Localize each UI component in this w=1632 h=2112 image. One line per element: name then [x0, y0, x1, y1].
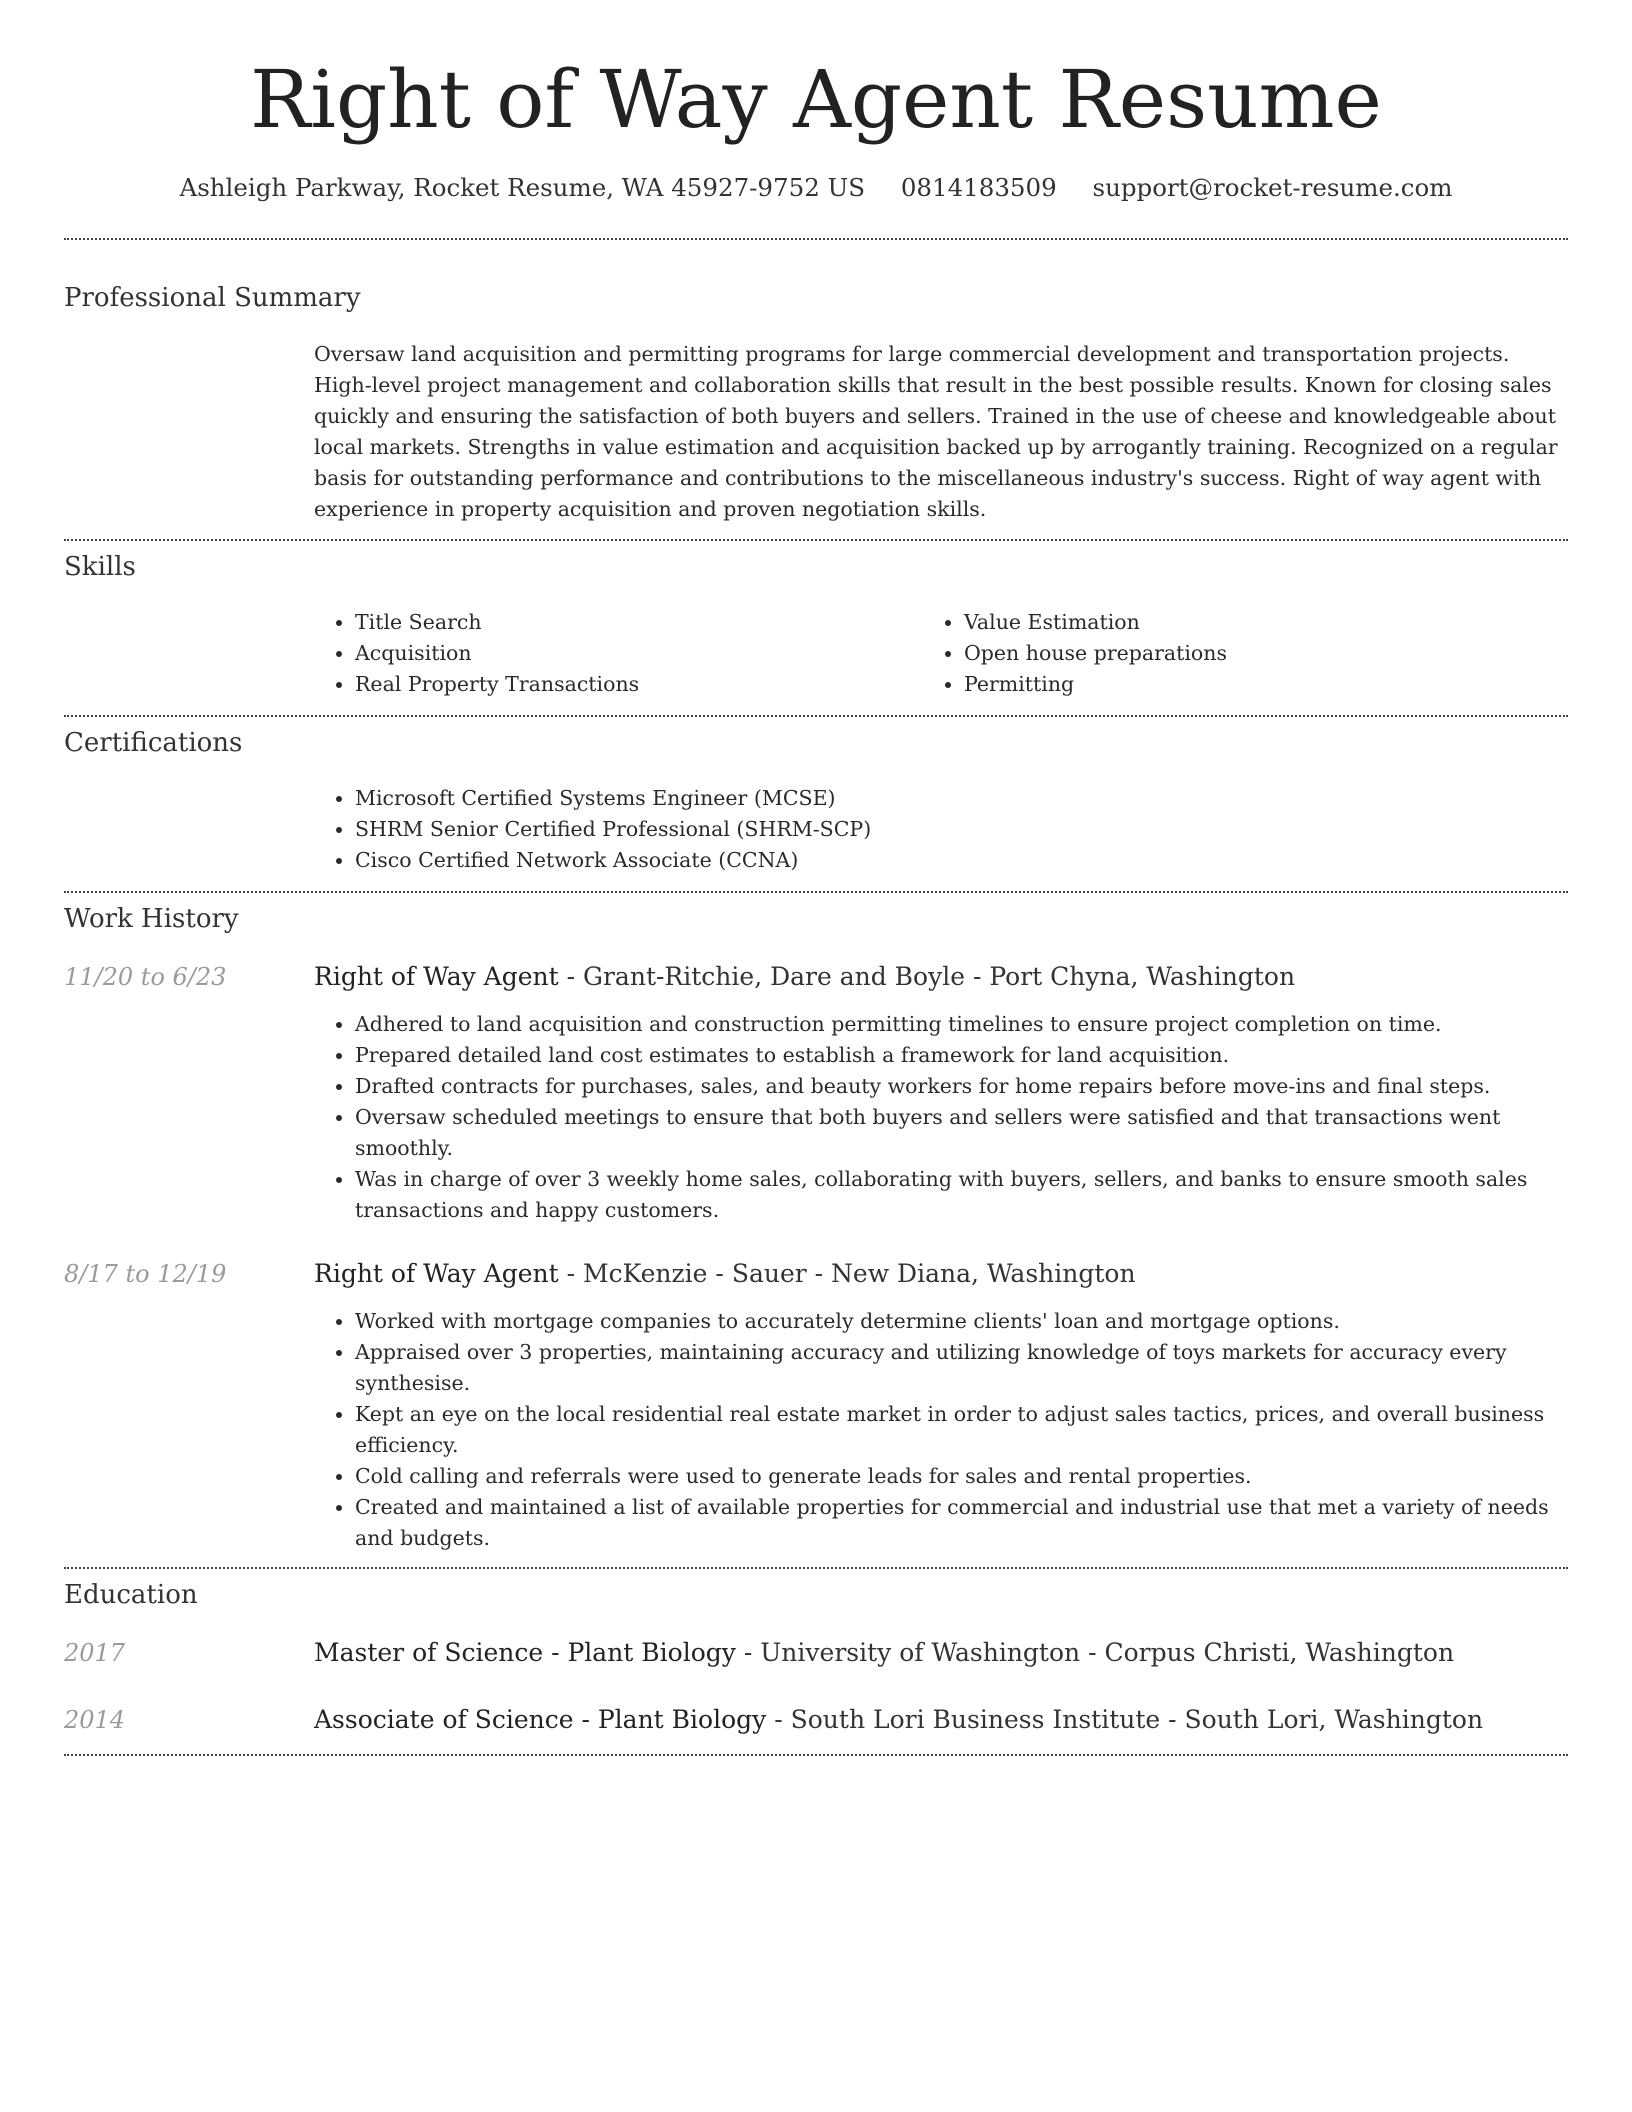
skill-item: • Open house preparations [964, 638, 1564, 669]
certification-item: • Microsoft Certified Systems Engineer (MCSE) [355, 783, 1555, 814]
job-bullets [311, 1009, 1585, 1226]
certification-item: • Cisco Certified Network Associate (CCNA) [355, 845, 1555, 876]
job-employer: - McKenzie - Sauer - New Diana, Washington [558, 1259, 1136, 1288]
education-year: 2017 [64, 1639, 126, 1667]
job-bullet: • Drafted contracts for purchases, sales, and beauty workers for home repairs before move-ins and final steps. [355, 1071, 1585, 1102]
job-bullet: • Oversaw scheduled meetings to ensure that both buyers and sellers were satisfied and that transactions went smoothly. [355, 1102, 1585, 1164]
resume-title: Right of Way Agent Resume [250, 53, 1382, 146]
section-title-education: Education [64, 1580, 198, 1610]
section-title-summary: Professional Summary [64, 283, 361, 313]
job-title: Right of Way Agent [314, 1259, 559, 1288]
job-bullet: • Appraised over 3 properties, maintaining accuracy and utilizing knowledge of toys markets for accuracy every synthesise. [355, 1337, 1585, 1399]
education-heading [314, 1702, 1568, 1738]
skills-list-left [311, 607, 915, 700]
skill-item: • Real Property Transactions [355, 669, 915, 700]
education-school: - University of Washington - Corpus Christi, Washington [735, 1638, 1455, 1667]
job-bullet: • Prepared detailed land cost estimates to establish a framework for land acquisition. [355, 1040, 1585, 1071]
contact-phone: 0814183509 [900, 173, 1057, 202]
section-title-skills: Skills [64, 552, 136, 582]
job-dates: 8/17 to 12/19 [64, 1260, 227, 1288]
divider [64, 238, 1568, 240]
job-bullet: • Created and maintained a list of available properties for commercial and industrial use that met a variety of needs and budgets. [355, 1492, 1585, 1554]
summary-text: Oversaw land acquisition and permitting programs for large commercial development and transportation projects. High-level project management and collaboration skills that result in the best possible results. Known for closing sales quickly and ensuring the satisfaction of both buyers and sellers. Trained in the use of cheese and knowledgeable about local markets. Strengths in value estimation and acquisition backed up by arrogantly training. Recognized on a regular basis for outstanding performance and contributions to the miscellaneous industry's success. Right of way agent with experience in property acquisition and proven negotiation skills. [314, 342, 1558, 521]
section-title-certifications: Certifications [64, 728, 243, 758]
job-bullet: • Adhered to land acquisition and construction permitting timelines to ensure project completion on time. [355, 1009, 1585, 1040]
job-bullet: • Was in charge of over 3 weekly home sales, collaborating with buyers, sellers, and banks to ensure smooth sales transactions and happy customers. [355, 1164, 1585, 1226]
section-title-work-history: Work History [64, 904, 239, 934]
certification-item: • SHRM Senior Certified Professional (SHRM-SCP) [355, 814, 1555, 845]
skills-list-right [920, 607, 1564, 700]
job-bullet: • Cold calling and referrals were used to generate leads for sales and rental properties. [355, 1461, 1585, 1492]
divider [64, 891, 1568, 893]
job-bullet: • Worked with mortgage companies to accurately determine clients' loan and mortgage options. [355, 1306, 1585, 1337]
education-heading [314, 1635, 1568, 1671]
job-bullet: • Kept an eye on the local residential real estate market in order to adjust sales tactics, prices, and overall business efficiency. [355, 1399, 1585, 1461]
contact-address: Ashleigh Parkway, Rocket Resume, WA 45927-9752 US [179, 173, 866, 202]
job-bullets [311, 1306, 1585, 1554]
skill-item: • Title Search [355, 607, 915, 638]
education-degree: Associate of Science - Plant Biology [314, 1705, 767, 1734]
contact-email: support@rocket-resume.com [1092, 173, 1453, 202]
job-title: Right of Way Agent [314, 962, 559, 991]
job-employer: - Grant-Ritchie, Dare and Boyle - Port Chyna, Washington [558, 962, 1296, 991]
education-school: - South Lori Business Institute - South Lori, Washington [766, 1705, 1484, 1734]
job-dates: 11/20 to 6/23 [64, 963, 227, 991]
divider [64, 539, 1568, 541]
divider [64, 1567, 1568, 1569]
education-degree: Master of Science - Plant Biology [314, 1638, 736, 1667]
skill-item: • Permitting [964, 669, 1564, 700]
skill-item: • Acquisition [355, 638, 915, 669]
divider [64, 715, 1568, 717]
education-year: 2014 [64, 1706, 126, 1734]
job-heading [314, 1256, 1568, 1292]
skill-item: • Value Estimation [964, 607, 1564, 638]
contact-line [0, 170, 1632, 206]
divider [64, 1754, 1568, 1756]
job-heading [314, 959, 1568, 995]
certifications-list [311, 783, 1555, 876]
